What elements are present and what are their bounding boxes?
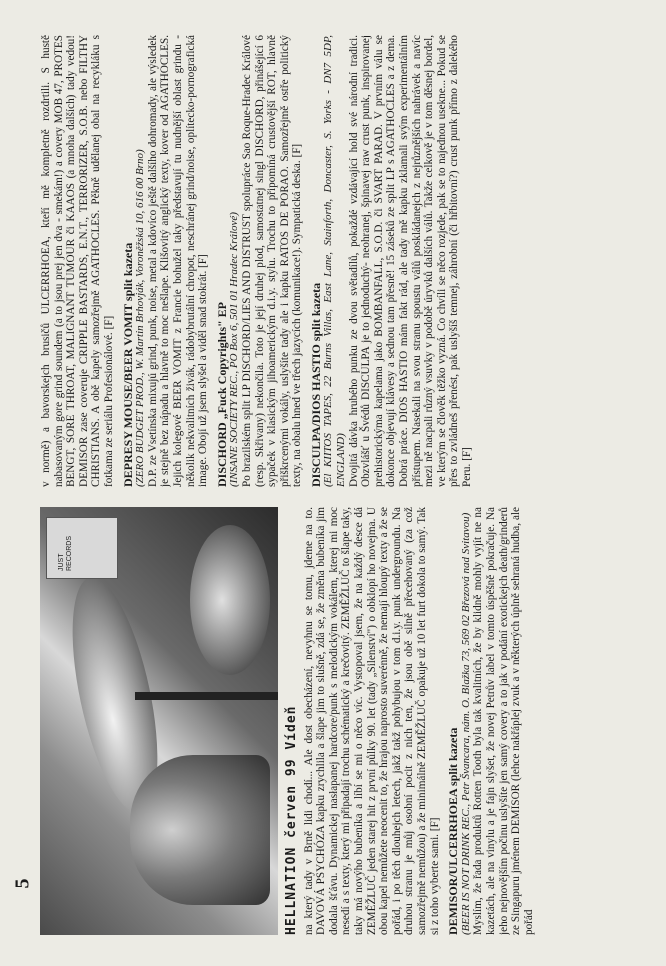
right-column <box>40 35 640 487</box>
review-text-dischord: Po brazilském split LP DISCHORD/LIES AND DISTRUST spolupráce Sao Roque-Hradec Králové (resp. Skřivany) nekončila. Toto je její druhej plod, samostatnej singl DISCHORD, přinášející 6 sypaček v klasickým jihoamerickým d.i.y. stylu. Trochu to připomíná crustovější ROT, hlavně přiškrcenými vokály, uslyšíte tady ale i kapku RATOS DE PORAO. Samozřejmě ostře politický texty, na obalu hned ve třech jazycích (komunikace!). Sympatická deska. [F] <box>240 35 304 487</box>
review-title-dischord: DISCHORD „Fuck Copyrights" EP <box>214 301 229 487</box>
review-text-disculpa: Dvojitá dávka hrubého punku ze dvou světadílů, pokaždé vzdávající hold své národní tradici. Obzvlášť u Švédů DISCULPA je to jednoduchý- neohranej, špinavej raw crust punk, inspirovanej prehistorickýma kapelama jako BOMBANFALL, S.O.D. či SVART PARAD. V prvním válu se dokonce objevují klávesy a sednou tam přesně! 15 záseků ze split LP s AGATHOCLES a z dema. Dobrá práce. DIOS HASTIO mám fakt rád, ale tady mě kapku zklamali svým experimentálním přístupem. Nasekali na svou stranu spoustu válů poskládanejch z nejrůznějších nahrávek a navíc mezi ně nacpali různý vsuvky v podobě úryvků dalších válů. Takže celkově je v tom děsnej bordel, ve kterým se člověk těžko vyzná. Co chvíli se něco rozjede, pak se to najednou usekne... Pokud se přes to zvládneš přenést, pak uslyšíš temnej, záhrobní (či hřbitovní?) crust punk přímo z dalekého Peru. [F] <box>347 35 473 487</box>
review-text-ulcerrhoea-cont: v normě) a bavorskejch brusičů ULCERRHOEA, kteří mě kompletně rozdrtili. S hustě nabasovaným gore grind soundem (a to jsou prej jen dva - smekám!) a covery MOB 47, PROTES BENGT, SORE THROAT, MALIGNANT TUMOUR či KAAOS (a mnoha dalších) tady vedou! DEMISOR zase coverujе CRIPPLE BASTARDS, E.N.T., TERRORIZER, S.O.B. nebo FILTHY CHRISTIANS. A obě kapely samozřejmě AGATHOCLES. Pěkně udělanej obal na recykláku s fotkama ze seriálu Profesionálové. [F] <box>40 35 115 487</box>
review-label-depresy: (ZERO BUDGET PROD., W. Martin Brhovják, Voroněžská 10, 616 00 Brno) <box>134 149 147 487</box>
rotated-page-content <box>40 15 640 935</box>
review-title-demisor: DEMISOR/ULCERRHOEA split kazeta <box>446 727 461 935</box>
page-number: 5 <box>11 878 34 889</box>
review-label-disculpa: (El KIITOS TAPES, 22 Burns Villas, East Lane, Stainforth, Doncaster, S. Yorks - DN7 5DP, ENGLAND) <box>322 35 348 487</box>
concert-photo <box>40 507 278 935</box>
hellnation-text: na který tady v Brně lidi chodí... Ale dost obecházení, nevyhnu se tomu, jdeme na to. DAVOVÁ PSYCHÓZA kapku zrychlila a šlape jim to slušně, zdá se, že změna bubeníka jim dodala šťávu. Dynamickej nasłapanej hardcore/punk s melodickým vokálem, kterej mi moc nesedí a s texty, který mi připadají trochu schématický a krečovitý. ZEMĚŽLUČ to šlape taky, taky má novýho bubeníka a líbí se mi o něco víc. Vystopoval jsem, že na každý desce dá ZEMĚŽLUČ jeden starej hit z první půlky 90. let (tady „Silenství") o obklopí ho novejma. U obou kapel nemůžete neocenit to, že hrajou naprosto suverénně, že nemají hloupý texty a že se pořád, i po těch dlouhejch letech, jakž takž pohybujou v tom d.i.y. punk undergroundu. Na druhou stranu je můj osobní pocit z nich ten, že jsou obě silně přecehovaný (za což samozřejmě nemůžou) a že minimálně ZEMĚŽLUČ opakuje už 10 let furt dokola to samý. Tak si z toho vyberte sami. [F] <box>302 507 441 935</box>
review-label-demisor: (BEER IS NOT DRINK REC., Petr Švancara, nám. O. Blažka 73, 569 02 Březová nad Svitavou) <box>459 512 472 935</box>
drum-shape <box>190 525 270 675</box>
poster-shape <box>46 517 118 579</box>
left-column <box>40 507 640 935</box>
drummer-shape <box>130 755 270 905</box>
poster-text: JUST RECORDS <box>58 535 73 571</box>
review-label-dischord: (INSANE SOCIETY REC., PO Box 6, 501 01 Hradec Králové) <box>228 212 241 487</box>
review-title-depresy: DEPRESY MOUSE/BEER VOMIT split kazeta <box>120 242 135 487</box>
cymbal-stand-shape <box>135 692 278 700</box>
hellnation-heading: HELLNATION červen 99 Vídeň <box>284 705 299 935</box>
review-text-depresy: D.P. ze Vsetínska mixujú grind, punk, noise, metal a kdovíco ještě dalšího dohromady, ale výsledek je stejně bez nápadu a hlavně to moc nešlape. Klišovitý anglický texty, kover od AGATHOCLES. Jejich kolegové BEER VOMIT z Francie bohužel taky představují tu nudnější oblast grindu - několik nekvalitních živák, rádobybrutální chropot, neschránej grind/noise, oplítecko-pornografická image. Obojí už jsem slyšel a viděl snad stokrát. [F] <box>146 35 210 487</box>
review-title-disculpa: DISCULPA/DIOS HASTIO split kazeta <box>308 282 323 487</box>
review-text-demisor: Myslím, že řada produktů Rotten Tooth byla tak kvalitních, že by klidně mohly vyjít ne na kazetách, ale na vinylu a je fajn slyšet, že novej Petrův label v tomto úspěšně pokračuje. Na jeho nejnovějším počinu uslyšíte jen samý covery a to jak v podání exotickejch death/grinderů ze Singapuru jménem DEMISOR (lehce nakřáplej zvuk a v některých úplně sehraná hudba, ale pořád <box>472 507 535 935</box>
